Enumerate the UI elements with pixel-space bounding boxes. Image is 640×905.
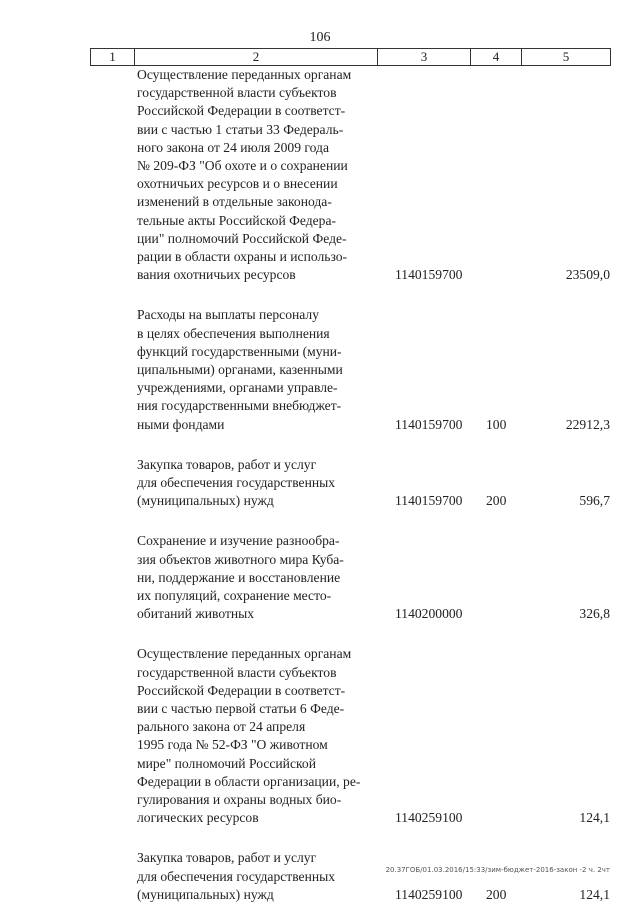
description-line: Сохранение и изучение разнообра-: [137, 533, 340, 549]
description-line: обитаний животных: [137, 606, 255, 622]
description-line: Осуществление переданных органам: [137, 67, 352, 82]
target-article-code: 1140159700: [395, 267, 463, 283]
column-header-1: 1: [91, 49, 135, 66]
row-description: [137, 532, 377, 623]
description-line: тельные акты Российской Федера-: [137, 212, 337, 228]
amount-value: 124,1: [579, 810, 610, 826]
description-line: охотничьих ресурсов и о внесении: [137, 176, 338, 192]
row-description: [137, 456, 377, 511]
description-line: (муниципальных) нужд: [137, 886, 274, 902]
column-header-4: 4: [471, 49, 522, 66]
description-line: гулирования и охраны водных био-: [137, 792, 342, 808]
description-line: учреждениями, органами управле-: [137, 380, 338, 396]
description-line: вания охотничьих ресурсов: [137, 267, 296, 283]
row-description: [137, 306, 377, 433]
amount-value: 596,7: [579, 493, 610, 509]
column-header-3: 3: [378, 49, 471, 66]
expense-type-code: 200: [486, 886, 507, 902]
description-line: государственной власти субъектов: [137, 664, 337, 680]
description-line: ного закона от 24 июля 2009 года: [137, 139, 329, 155]
description-line: ни, поддержание и восстановление: [137, 569, 341, 585]
column-header-table: [90, 48, 611, 66]
target-article-code: 1140159700: [395, 493, 463, 509]
description-line: Закупка товаров, работ и услуг: [137, 456, 317, 472]
description-line: изменений в отдельные законода-: [137, 194, 332, 210]
description-line: для обеспечения государственных: [137, 475, 336, 490]
description-line: вии с частью 1 статьи 33 Федераль-: [137, 121, 344, 137]
description-line: Осуществление переданных органам: [137, 646, 352, 662]
description-line: зия объектов животного мира Куба-: [137, 551, 344, 567]
amount-value: 22912,3: [565, 416, 610, 432]
target-article-code: 1140200000: [395, 606, 463, 622]
amount-value: 124,1: [579, 886, 610, 902]
row-description: [137, 66, 377, 284]
expense-type-code: 200: [486, 493, 507, 509]
amount-value: 326,8: [579, 606, 610, 622]
description-line: Российской Федерации в соответст-: [137, 682, 346, 698]
description-line: мире" полномочий Российской: [137, 755, 316, 771]
description-line: логических ресурсов: [137, 810, 259, 826]
description-line: № 209-ФЗ "Об охоте и о сохранении: [137, 158, 348, 174]
footer-stamp: 20.37ГОБ/01.03.2016/15:33/зим-бюджет-2016-закон -2 ч. 2чт: [385, 866, 610, 874]
description-line: ции" полномочий Российской Феде-: [137, 230, 347, 246]
target-article-code: 1140159700: [395, 416, 463, 432]
row-description: [137, 849, 377, 904]
description-line: государственной власти субъектов: [137, 85, 337, 101]
target-article-code: 1140259100: [395, 886, 463, 902]
description-line: Расходы на выплаты персоналу: [137, 307, 319, 323]
expense-type-code: 100: [486, 416, 507, 432]
description-line: 1995 года № 52-ФЗ "О животном: [137, 737, 328, 753]
amount-value: 23509,0: [565, 267, 610, 283]
description-line: ципальными) органами, казенными: [137, 362, 343, 377]
description-line: их популяций, сохранение место-: [137, 588, 332, 603]
description-line: в целях обеспечения выполнения: [137, 325, 330, 341]
description-line: для обеспечения государственных: [137, 868, 336, 884]
target-article-code: 1140259100: [395, 810, 463, 826]
column-header-5: 5: [522, 49, 611, 66]
description-line: рального закона от 24 апреля: [137, 719, 306, 735]
column-header-2: 2: [135, 49, 378, 66]
description-line: Российской Федерации в соответст-: [137, 103, 346, 119]
column-header-row: [91, 49, 611, 66]
page-number: 106: [309, 30, 331, 45]
description-line: Закупка товаров, работ и услуг: [137, 850, 317, 866]
description-line: рации в области охраны и использо-: [137, 249, 348, 265]
description-line: (муниципальных) нужд: [137, 493, 274, 509]
description-line: ными фондами: [137, 416, 225, 432]
description-line: функций государственными (муни-: [137, 343, 342, 359]
row-description: [137, 645, 377, 827]
description-line: ния государственными внебюджет-: [137, 398, 342, 414]
description-line: вии с частью первой статьи 6 Феде-: [137, 701, 345, 716]
description-line: Федерации в области организации, ре-: [137, 773, 361, 789]
